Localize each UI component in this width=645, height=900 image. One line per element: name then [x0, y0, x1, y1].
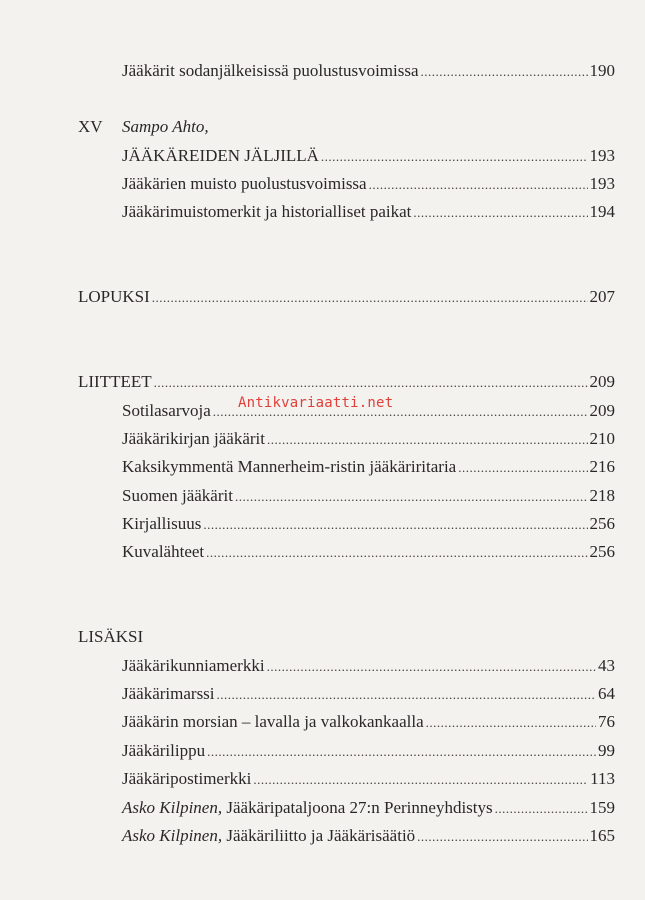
entry-title: JÄÄKÄREIDEN JÄLJILLÄ	[122, 146, 319, 165]
toc-chapter-heading	[78, 116, 615, 138]
section-title: LOPUKSI	[78, 287, 150, 306]
chapter-author: Sampo Ahto,	[122, 117, 209, 136]
entry-title: Jääkäripostimerkki	[122, 769, 252, 788]
page-number: 165	[589, 826, 615, 845]
entry-title: Jääkärimarssi	[122, 684, 215, 703]
entry-title: Sotilasarvoja	[122, 401, 211, 420]
page-number: 256	[589, 514, 615, 533]
page-number: 216	[589, 457, 615, 476]
entry-title: Jääkärimuistomerkit ja historialliset paikat	[122, 202, 412, 221]
page-number: 194	[589, 202, 615, 221]
entry-title: Jääkärilippu	[122, 741, 206, 760]
toc-entry	[122, 60, 615, 83]
dot-leader	[421, 61, 588, 83]
toc-entry	[122, 740, 615, 763]
entry-title: Suomen jääkärit	[122, 486, 233, 505]
dot-leader	[154, 372, 588, 394]
page-number: 210	[589, 429, 615, 448]
page-number: 193	[589, 174, 615, 193]
toc-section	[78, 286, 615, 309]
dot-leader	[369, 174, 588, 196]
page-number: 190	[589, 61, 615, 80]
dot-leader	[495, 798, 588, 820]
page-number: 218	[589, 486, 615, 505]
dot-leader	[321, 146, 588, 168]
section-title: LISÄKSI	[78, 627, 144, 646]
dot-leader	[458, 457, 587, 479]
page-number: 209	[589, 372, 615, 391]
page-number: 209	[589, 401, 615, 420]
toc-entry	[122, 711, 615, 734]
dot-leader	[413, 202, 587, 224]
toc-entry	[122, 541, 615, 564]
toc-entry	[122, 201, 615, 224]
page-number: 207	[589, 287, 615, 306]
page-number: 256	[589, 542, 615, 561]
toc-entry	[122, 825, 615, 848]
entry-title: Jääkärien muisto puolustusvoimissa	[122, 174, 367, 193]
dot-leader	[417, 826, 587, 848]
dot-leader	[152, 287, 588, 309]
entry-title	[122, 825, 415, 847]
dot-leader	[267, 429, 587, 451]
entry-title	[122, 797, 493, 819]
toc-section	[78, 626, 615, 648]
entry-title: Jääkärikirjan jääkärit	[122, 429, 266, 448]
page-number: 43	[598, 656, 615, 675]
entry-title-text: Jääkäripataljoona 27:n Perinneyhdistys	[222, 798, 493, 817]
toc-entry	[122, 173, 615, 196]
entry-title: Jääkärikunniamerkki	[122, 656, 265, 675]
entry-author: Asko Kilpinen,	[122, 826, 223, 845]
toc-entry	[122, 428, 615, 451]
page-number: 159	[589, 798, 615, 817]
toc-entry	[122, 513, 615, 536]
dot-leader	[207, 741, 596, 763]
toc-entry	[122, 768, 615, 791]
dot-leader	[426, 712, 596, 734]
page-number: 64	[598, 684, 615, 703]
toc-entry	[122, 683, 615, 706]
watermark: Antikvariaatti.net	[238, 395, 394, 411]
page-number: 99	[598, 741, 615, 760]
chapter-number: XV	[78, 117, 103, 136]
dot-leader	[267, 656, 596, 678]
entry-title: Jääkärit sodanjälkeisissä puolustusvoimissa	[122, 61, 419, 80]
page-number: 113	[590, 769, 615, 788]
page-number: 193	[589, 146, 615, 165]
toc-section	[78, 371, 615, 394]
toc-entry	[122, 797, 615, 820]
toc-entry	[122, 655, 615, 678]
entry-title: Jääkärin morsian – lavalla ja valkokankaalla	[122, 712, 424, 731]
dot-leader	[253, 769, 588, 791]
dot-leader	[217, 684, 596, 706]
toc-entry	[122, 145, 615, 168]
dot-leader	[206, 542, 587, 564]
entry-author: Asko Kilpinen,	[122, 798, 223, 817]
toc-entry	[122, 485, 615, 508]
dot-leader	[235, 486, 588, 508]
entry-title: Kaksikymmentä Mannerheim-ristin jääkäriritaria	[122, 457, 457, 476]
section-title: LIITTEET	[78, 372, 152, 391]
entry-title: Kuvalähteet	[122, 542, 205, 561]
page-number: 76	[598, 712, 615, 731]
entry-title: Kirjallisuus	[122, 514, 202, 533]
entry-title-text: Jääkäriliitto ja Jääkärisäätiö	[222, 826, 416, 845]
dot-leader	[203, 514, 587, 536]
toc-entry	[122, 456, 615, 479]
